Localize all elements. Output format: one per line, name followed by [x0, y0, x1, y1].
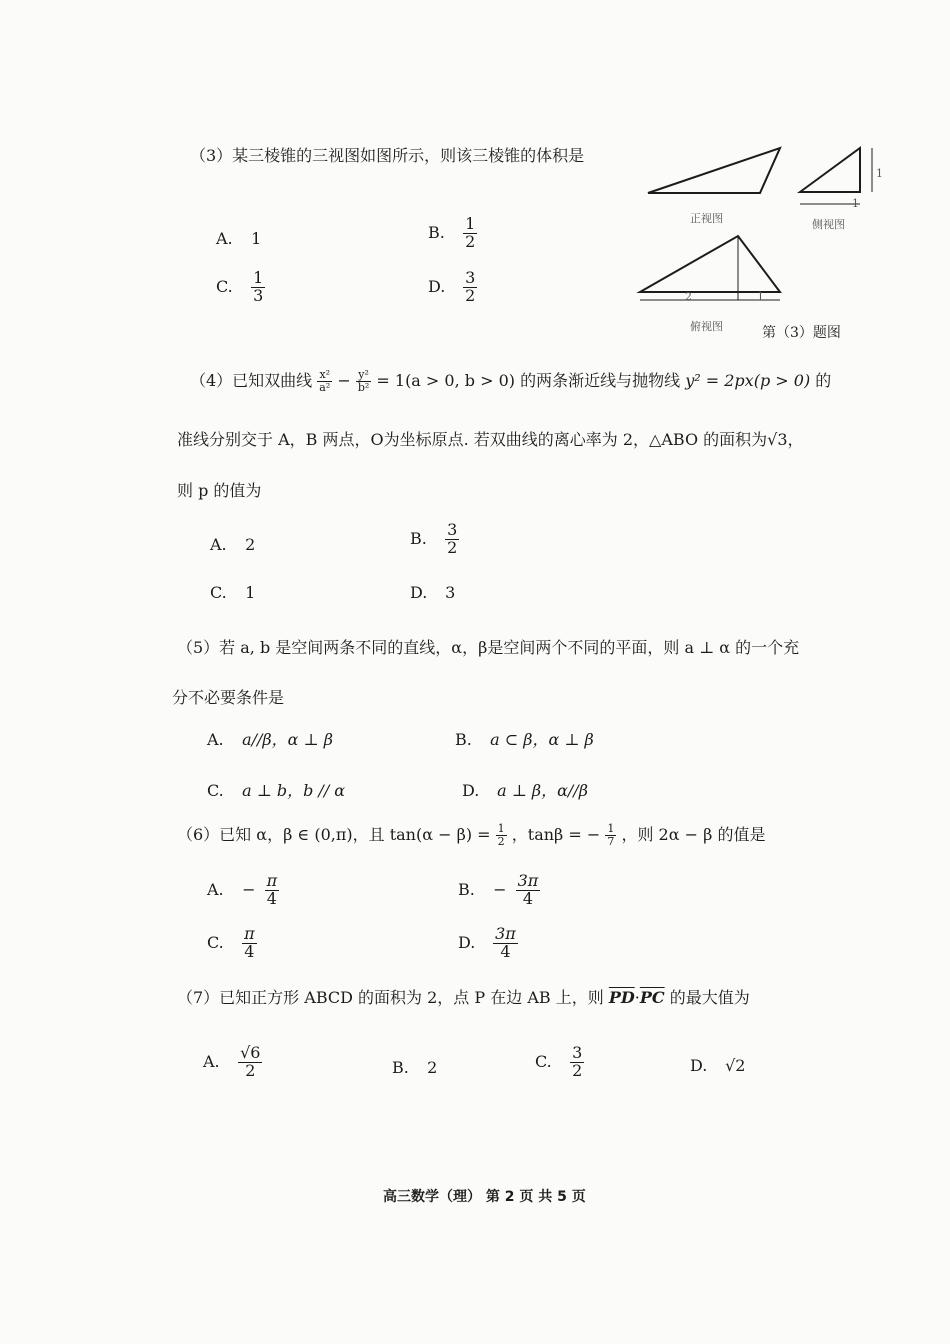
option-value: 3	[445, 583, 456, 602]
option-label: D.	[462, 781, 480, 800]
fraction-numerator: π	[266, 871, 278, 890]
q5-option-d	[462, 778, 588, 801]
option-fraction	[570, 1045, 584, 1080]
side-view-caption: 侧视图	[812, 218, 845, 231]
q6-option-c	[207, 926, 257, 961]
option-value: a ⊥ β，α//β	[497, 781, 588, 800]
q3-option-d	[428, 270, 477, 305]
q7-stem-part2: 的最大值为	[669, 988, 750, 1007]
option-label: C.	[210, 583, 227, 602]
q7-option-b	[392, 1058, 437, 1077]
option-label: D.	[458, 932, 476, 952]
fraction-numerator: y²	[358, 368, 369, 382]
fraction-denominator: 4	[500, 941, 511, 961]
top-left-length-label: 2	[685, 290, 692, 303]
option-value: a ⊂ β，α ⊥ β	[490, 730, 594, 749]
front-view-caption: 正视图	[690, 212, 723, 225]
fraction-numerator: 3	[465, 268, 476, 287]
fraction-denominator: 2	[447, 537, 458, 557]
fraction-numerator: 3	[572, 1043, 583, 1062]
q4-option-c	[210, 583, 255, 602]
option-label: B.	[428, 222, 445, 242]
q3-option-b	[428, 216, 477, 251]
hyperbola-y-term	[356, 369, 371, 393]
option-label: D.	[690, 1056, 708, 1075]
q6-option-b	[458, 873, 540, 908]
q4-option-a	[210, 535, 255, 554]
fraction-denominator: 3	[253, 285, 264, 305]
option-label: D.	[428, 276, 446, 296]
fraction-numerator: 1	[465, 214, 476, 233]
minus-sign: −	[337, 371, 351, 390]
option-fraction	[463, 216, 477, 251]
hyperbola-condition: = 1(a > 0, b > 0)	[376, 371, 516, 390]
q7-option-c	[535, 1045, 584, 1080]
fraction-denominator: 2	[465, 285, 476, 305]
fraction-numerator: π	[244, 924, 255, 943]
q6-fraction-2	[605, 823, 616, 847]
option-fraction	[445, 522, 459, 557]
q4-option-b	[410, 522, 459, 557]
option-sign: −	[242, 879, 256, 899]
q4-suffix: 的	[815, 371, 832, 390]
fraction-numerator: 1	[497, 822, 505, 836]
q5-option-c	[207, 778, 345, 801]
option-fraction	[493, 926, 518, 961]
fraction-denominator: b²	[357, 381, 370, 394]
q4-line2: 准线分别交于 A，B 两点，O为坐标原点. 若双曲线的离心率为 2，△ABO 的面积为√3，	[177, 430, 804, 449]
q7-option-a	[203, 1045, 262, 1080]
q4-prefix: （4）已知双曲线	[190, 371, 313, 390]
option-label: A.	[216, 229, 233, 248]
option-value: 1	[251, 229, 262, 248]
fraction-numerator: 3π	[517, 871, 539, 890]
option-label: A.	[203, 1051, 220, 1071]
q5-line2: 分不必要条件是	[172, 688, 285, 707]
vector-pc: $\overline{PC}$	[639, 988, 665, 1007]
option-label: C.	[535, 1051, 552, 1071]
figure-title: 第（3）题图	[762, 325, 841, 341]
fraction-numerator: 1	[607, 822, 615, 836]
dot-operator: ·	[634, 988, 640, 1007]
fraction-denominator: 2	[572, 1060, 583, 1080]
q7-stem	[177, 985, 750, 1008]
fraction-numerator: x²	[319, 368, 331, 382]
fraction-denominator: 7	[607, 835, 615, 848]
q4-line3: 则 p 的值为	[177, 481, 262, 500]
top-view-caption: 俯视图	[690, 320, 723, 333]
q6-option-d	[458, 926, 518, 961]
fraction-numerator: 3	[447, 520, 458, 539]
option-fraction	[463, 270, 477, 305]
top-view-triangle	[640, 236, 780, 292]
option-value: 1	[245, 583, 256, 602]
option-label: A.	[210, 535, 227, 554]
option-fraction	[242, 926, 257, 961]
q6-fraction-1	[496, 823, 507, 847]
q3-option-c	[216, 270, 265, 305]
option-value: 2	[245, 535, 256, 554]
option-label: D.	[410, 583, 428, 602]
q4-line1	[190, 368, 831, 394]
q3-stem: （3）某三棱锥的三视图如图所示，则该三棱锥的体积是	[190, 146, 585, 165]
hyperbola-x-term	[317, 369, 332, 393]
top-right-length-label: 1	[757, 290, 764, 303]
q6-option-a	[207, 873, 279, 908]
fraction-denominator: a²	[319, 381, 331, 394]
fraction-numerator: 3π	[495, 924, 516, 943]
option-fraction	[251, 270, 265, 305]
side-height-label: 1	[876, 167, 883, 180]
q4-mid-text: 的两条渐近线与抛物线	[520, 371, 681, 390]
q5-option-a	[207, 727, 333, 750]
front-view-triangle	[648, 148, 780, 193]
fraction-numerator: 1	[253, 268, 264, 287]
side-width-label: 1	[852, 197, 859, 210]
vector-pd: $\overline{PD}$	[608, 988, 635, 1007]
option-label: B.	[392, 1058, 409, 1077]
q6-part3: ，则 2α − β 的值是	[621, 825, 766, 844]
fraction-denominator: 4	[266, 888, 277, 908]
q6-part1: （6）已知 α，β ∈ (0,π)，且 tan(α − β) =	[177, 825, 491, 844]
option-value: 2	[427, 1058, 438, 1077]
option-sign: −	[493, 879, 507, 899]
option-label: C.	[207, 932, 224, 952]
fraction-denominator: 2	[497, 835, 505, 848]
fraction-denominator: 2	[245, 1060, 256, 1080]
option-fraction	[238, 1045, 262, 1080]
three-view-figure	[640, 140, 890, 340]
parabola-equation: y² = 2px(p > 0)	[685, 371, 811, 390]
option-label: C.	[216, 276, 233, 296]
option-label: A.	[207, 879, 224, 899]
option-label: C.	[207, 781, 224, 800]
option-value: √2	[725, 1056, 746, 1075]
q7-option-d	[690, 1056, 745, 1075]
option-label: B.	[458, 879, 475, 899]
fraction-numerator: √6	[240, 1043, 261, 1062]
option-label: B.	[455, 730, 472, 749]
fraction-denominator: 2	[465, 231, 476, 251]
q5-option-b	[455, 727, 594, 750]
q7-stem-part1: （7）已知正方形 ABCD 的面积为 2，点 P 在边 AB 上，则	[177, 988, 604, 1007]
fraction-denominator: 4	[244, 941, 255, 961]
q6-part2: ，tanβ = −	[511, 825, 601, 844]
side-view-triangle	[800, 148, 860, 192]
q3-option-a	[216, 229, 261, 248]
option-value: a ⊥ b，b // α	[242, 781, 346, 800]
option-label: A.	[207, 730, 224, 749]
option-value: a//β，α ⊥ β	[242, 730, 333, 749]
fraction-denominator: 4	[522, 888, 534, 908]
q4-option-d	[410, 583, 455, 602]
option-fraction	[265, 873, 280, 908]
option-label: B.	[410, 528, 427, 548]
option-fraction	[516, 873, 541, 908]
q5-line1: （5）若 a, b 是空间两条不同的直线，α，β是空间两个不同的平面，则 a ⊥ α 的一个充	[177, 638, 800, 657]
page-footer: 高三数学（理） 第 2 页 共 5 页	[383, 1189, 586, 1205]
q6-stem	[177, 822, 765, 848]
